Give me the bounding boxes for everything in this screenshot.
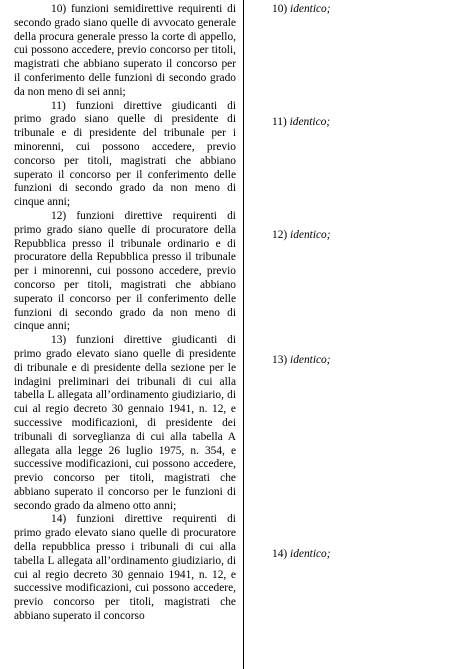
item-number: 13) [272,354,288,366]
paragraph-11 [14,100,236,210]
item-text: identico; [289,116,331,128]
column-divider [243,0,244,669]
paragraph-number: 10) [51,3,67,15]
paragraph-text: funzioni direttive requirenti di primo grado siano quelle di procuratore della Repubblica presso il tribunale ordinario e di procuratore della Repubblica presso il tribunale per i minorenni, cui possono accedere, previo concorso per titoli, magistrati che abbiano superato il concorso per il conferimento delle funzioni di secondo grado da non meno di cinque anni; [14,209,236,333]
paragraph-number: 13) [51,334,67,347]
item-number: 12) [272,229,288,241]
right-item-10 [272,3,331,17]
left-column [14,3,236,624]
item-text: identico; [290,229,331,241]
item-text: identico; [290,3,331,15]
right-item-14 [272,548,331,562]
item-number: 10) [272,3,288,15]
right-item-11 [272,116,330,130]
paragraph-10 [14,3,236,100]
right-item-13 [272,354,331,368]
paragraph-12 [14,210,236,334]
paragraph-number: 14) [51,513,67,526]
paragraph-number: 12) [51,209,67,222]
right-item-12 [272,229,331,243]
item-text: identico; [290,354,331,366]
paragraph-text: funzioni semidirettive requirenti di secondo grado siano quelle di avvocato generale della procura generale presso la corte di appello, cui possono accedere, previo concorso per titoli, magistrati che abbiano superato il concorso per il conferimento delle funzioni di secondo grado da non meno di sei anni; [14,3,236,98]
paragraph-number: 11) [51,99,66,112]
paragraph-13 [14,334,236,513]
paragraph-text: funzioni direttive giudicanti di primo grado siano quelle di presidente di tribunale e di presidente del tribunale per i minorenni, cui possono accedere, previo concorso per titoli, magistrati che abbiano superato il concorso per il conferimento delle funzioni di secondo grado da non meno di cinque anni; [14,99,236,209]
item-text: identico; [290,548,331,560]
item-number: 11) [272,116,287,128]
paragraph-14 [14,513,236,623]
item-number: 14) [272,548,288,560]
paragraph-text: funzioni direttive requirenti di primo grado elevato siano quelle di procuratore della repubblica presso i tribunali di cui alla tabella L allegata all’ordinamento giudiziario, di cui al regio decreto 30 gennaio 1941, n. 12, e successive modificazioni, cui possono accedere, previo concorso per titoli, magistrati che abbiano superato il concorso [14,513,236,623]
paragraph-text: funzioni direttive giudicanti di primo grado elevato siano quelle di presidente di tribunale e di presidente della sezione per le indagini preliminari dei tribunali di cui alla tabella L allegata all’ordinamento giudiziario, di cui al regio decreto 30 gennaio 1941, n. 12, e successive modificazioni, di presidente dei tribunali di sorveglianza di cui alla tabella A allegata alla legge 26 luglio 1975, n. 354, e successive modificazioni, cui possono accedere, previo concorso per titoli, magistrati che abbiano superato il concorso per le funzioni di secondo grado da almeno otto anni; [14,334,236,512]
